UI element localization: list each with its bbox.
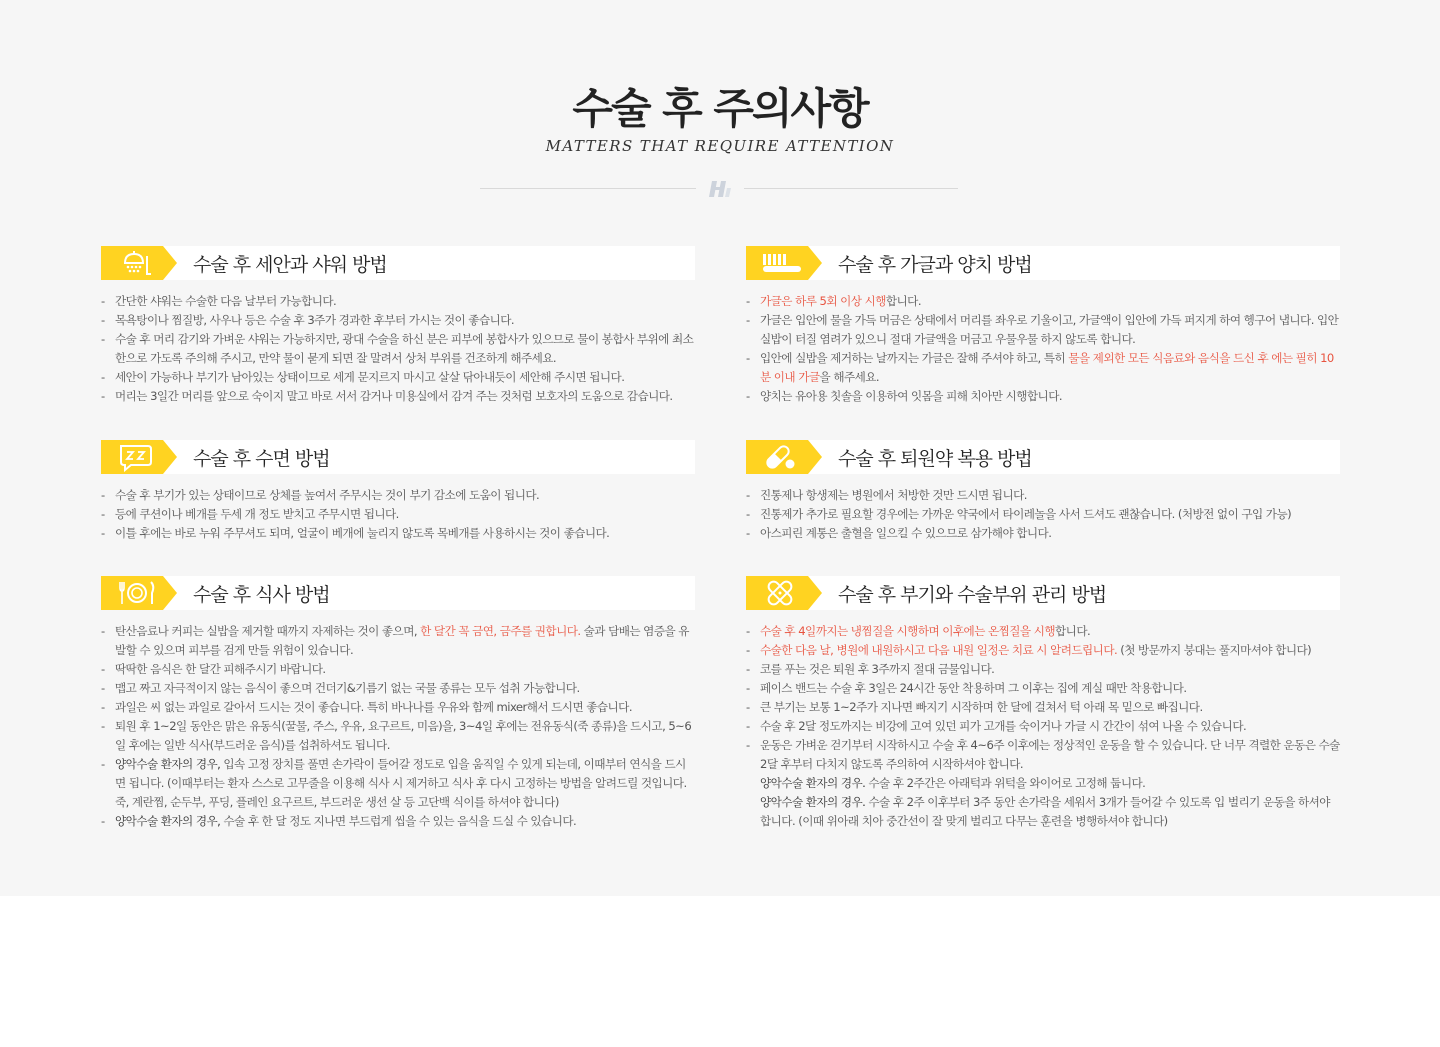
emphasis-text: 양악수술 환자의 경우, [115,814,221,828]
section-header [746,246,1340,280]
emphasis-text: 양악수술 환자의 경우. [760,776,866,790]
instruction-list [101,486,695,543]
shower-icon [101,246,177,280]
plate-cutlery-icon [101,576,177,610]
list-item: - 수술 후 부기가 있는 상태이므로 상체를 높여서 주무시는 것이 부기 감소에 도움이 됩니다. [101,486,695,505]
bandage-icon [746,576,822,610]
list-item: - 수술 후 2달 정도까지는 비강에 고여 있던 피가 고개를 숙이거나 가글 시 간간이 섞여 나올 수 있습니다. [746,717,1340,736]
list-item: - 세안이 가능하나 부기가 남아있는 상태이므로 세게 문지르지 마시고 살살 닦아내듯이 세안해 주시면 됩니다. [101,368,695,387]
list-item: - 간단한 샤워는 수술한 다음 날부터 가능합니다. [101,292,695,311]
section-wash-shower [101,246,695,406]
section-sleep [101,440,695,543]
section-title: 수술 후 부기와 수술부위 관리 방법 [838,584,1107,606]
list-item: - 페이스 밴드는 수술 후 3일은 24시간 동안 착용하며 그 이후는 집에 계실 때만 착용합니다. [746,679,1340,698]
list-item: 양악수술 환자의 경우. 수술 후 2주간은 아래턱과 위턱을 와이어로 고정해 둡니다. [760,776,1146,790]
section-title: 수술 후 수면 방법 [193,448,330,470]
highlight-text: 수술한 다음 날, 병원에 내원하시고 다음 내원 일정은 치료 시 알려드립니다. [760,643,1118,657]
section-gargle-brushing [746,246,1340,406]
list-item: - 탄산음료나 커피는 실밥을 제거할 때까지 자제하는 것이 좋으며, 한 달간 꼭 금연, 금주를 권합니다. 술과 담배는 염증을 유발할 수 있으며 피부를 검게 만들 위험이 있습니다. [101,622,695,660]
instruction-list [746,622,1340,831]
list-item: - 진통제가 추가로 필요할 경우에는 가까운 약국에서 타이레놀을 사서 드셔도 괜찮습니다. (처방전 없이 구입 가능) [746,505,1340,524]
list-item: - 양악수술 환자의 경우, 입속 고정 장치를 풀면 손가락이 들어갈 정도로 입을 움직일 수 있게 되는데, 이때부터 연식을 드시면 됩니다. (이때부터는 환자 스스로 고무줄을 이용해 식사 시 제거하고 식사 후 다시 고정하는 방법을 알려드릴 것입니다. 죽, 계란찜, 순두부, 푸딩, 플레인 요구르트, 부드러운 생선 살 등 고단백 식이를 하셔야 합니다) [101,755,695,812]
section-header [101,246,695,280]
highlight-text: 수술 후 4일까지는 냉찜질을 시행하며 이후에는 온찜질을 시행 [760,624,1056,638]
list-item: 양악수술 환자의 경우. 수술 후 2주 이후부터 3주 동안 손가락을 세워서 3개가 들어갈 수 있도록 입 벌리기 운동을 하셔야합니다. (이때 위아래 치아 중간선이 잘 맞게 벌리고 다무는 훈련을 병행하셔야 합니다) [760,795,1330,828]
instruction-list [746,292,1340,406]
page-subtitle: MATTERS THAT REQUIRE ATTENTION [545,137,895,155]
list-item: - 목욕탕이나 찜질방, 사우나 등은 수술 후 3주가 경과한 후부터 가시는 것이 좋습니다. [101,311,695,330]
section-title: 수술 후 퇴원약 복용 방법 [838,448,1032,470]
list-item: - 이틀 후에는 바로 누워 주무셔도 되며, 얼굴이 베개에 눌리지 않도록 목베개를 사용하시는 것이 좋습니다. [101,524,695,543]
highlight-text: 물을 제외한 모든 식음료와 음식을 드신 후 에는 필히 10분 이내 가글 [760,351,1334,384]
list-item: - 퇴원 후 1~2일 동안은 맑은 유동식(꿀물, 주스, 우유, 요구르트, 미음)을, 3~4일 후에는 전유동식(죽 종류)을 드시고, 5~6일 후에는 일반 식사(부드러운 음식)를 섭취하셔도 됩니다. [101,717,695,755]
list-item: - 양치는 유아용 칫솔을 이용하여 잇몸을 피해 치아만 시행합니다. [746,387,1340,406]
section-header [101,440,695,474]
emphasis-text: 양악수술 환자의 경우. [760,795,866,809]
list-item: - 입안에 실밥을 제거하는 날까지는 가글은 잘해 주셔야 하고, 특히 물을 제외한 모든 식음료와 음식을 드신 후 에는 필히 10분 이내 가글을 해주세요. [746,349,1340,387]
list-item: - 진통제나 항생제는 병원에서 처방한 것만 드시면 됩니다. [746,486,1340,505]
instruction-list [101,622,695,831]
list-item: - 수술 후 머리 감기와 가벼운 샤워는 가능하지만, 광대 수술을 하신 분은 피부에 봉합사가 있으므로 물이 봉합사 부위에 최소한으로 가도록 주의해 주시고, 만약 물이 묻게 되면 잘 말려서 상처 부위를 건조하게 해주세요. [101,330,695,368]
list-item: - 수술 후 4일까지는 냉찜질을 시행하며 이후에는 온찜질을 시행합니다. [746,622,1340,641]
list-item: - 등에 쿠션이나 베개를 두세 개 정도 받치고 주무시면 됩니다. [101,505,695,524]
brand-logo-icon [707,179,733,199]
list-item: - 맵고 짜고 자극적이지 않는 음식이 좋으며 건더기&기름기 없는 국물 종류는 모두 섭취 가능합니다. [101,679,695,698]
list-item: - 가글은 하루 5회 이상 시행합니다. [746,292,1340,311]
section-header [746,576,1340,610]
section-title: 수술 후 세안과 샤워 방법 [193,254,387,276]
emphasis-text: 양악수술 환자의 경우, [115,757,221,771]
list-item: - 코를 푸는 것은 퇴원 후 3주까지 절대 금물입니다. [746,660,1340,679]
list-item: - 양악수술 환자의 경우, 수술 후 한 달 정도 지나면 부드럽게 씹을 수 있는 음식을 드실 수 있습니다. [101,812,695,831]
instruction-list [746,486,1340,543]
section-medicine [746,440,1340,543]
pill-icon [746,440,822,474]
section-title: 수술 후 가글과 양치 방법 [838,254,1032,276]
section-swelling-care [746,576,1340,831]
list-item: - 수술한 다음 날, 병원에 내원하시고 다음 내원 일정은 치료 시 알려드립니다. (첫 방문까지 붕대는 풀지마셔야 합니다) [746,641,1340,660]
highlight-text: 한 달간 꼭 금연, 금주를 권합니다. [420,624,581,638]
list-item: - 큰 부기는 보통 1~2주가 지나면 빠지기 시작하며 한 달에 걸쳐서 턱 아래 목 밑으로 빠집니다. [746,698,1340,717]
list-item: - 과일은 씨 없는 과일로 갈아서 드시는 것이 좋습니다. 특히 바나나를 우유와 함께 mixer해서 드시면 좋습니다. [101,698,695,717]
sleep-bubble-icon [101,440,177,474]
section-meal [101,576,695,831]
list-item: - 가글은 입안에 물을 가득 머금은 상태에서 머리를 좌우로 기울이고, 가글액이 입안에 가득 퍼지게 하여 헹구어 냅니다. 입안 실밥이 터질 염려가 있으니 절대 가글액을 머금고 우물우물 하지 않도록 합니다. [746,311,1340,349]
list-item: - 머리는 3일간 머리를 앞으로 숙이지 말고 바로 서서 감거나 미용실에서 감겨 주는 것처럼 보호자의 도움으로 감습니다. [101,387,695,406]
section-title: 수술 후 식사 방법 [193,584,330,606]
list-item: - 딱딱한 음식은 한 달간 피해주시기 바랍니다. [101,660,695,679]
page-title: 수술 후 주의사항 [572,84,868,133]
section-header [746,440,1340,474]
highlight-text: 가글은 하루 5회 이상 시행 [760,294,886,308]
list-item: - 아스피린 계통은 출혈을 일으킬 수 있으므로 삼가해야 합니다. [746,524,1340,543]
instruction-list [101,292,695,406]
list-item: - 운동은 가벼운 걷기부터 시작하시고 수술 후 4~6주 이후에는 정상적인 운동을 할 수 있습니다. 단 너무 격렬한 운동은 수술 2달 후부터 다치지 않도록 주의하여 시작하셔야 합니다. [746,736,1340,774]
toothbrush-icon [746,246,822,280]
section-header [101,576,695,610]
